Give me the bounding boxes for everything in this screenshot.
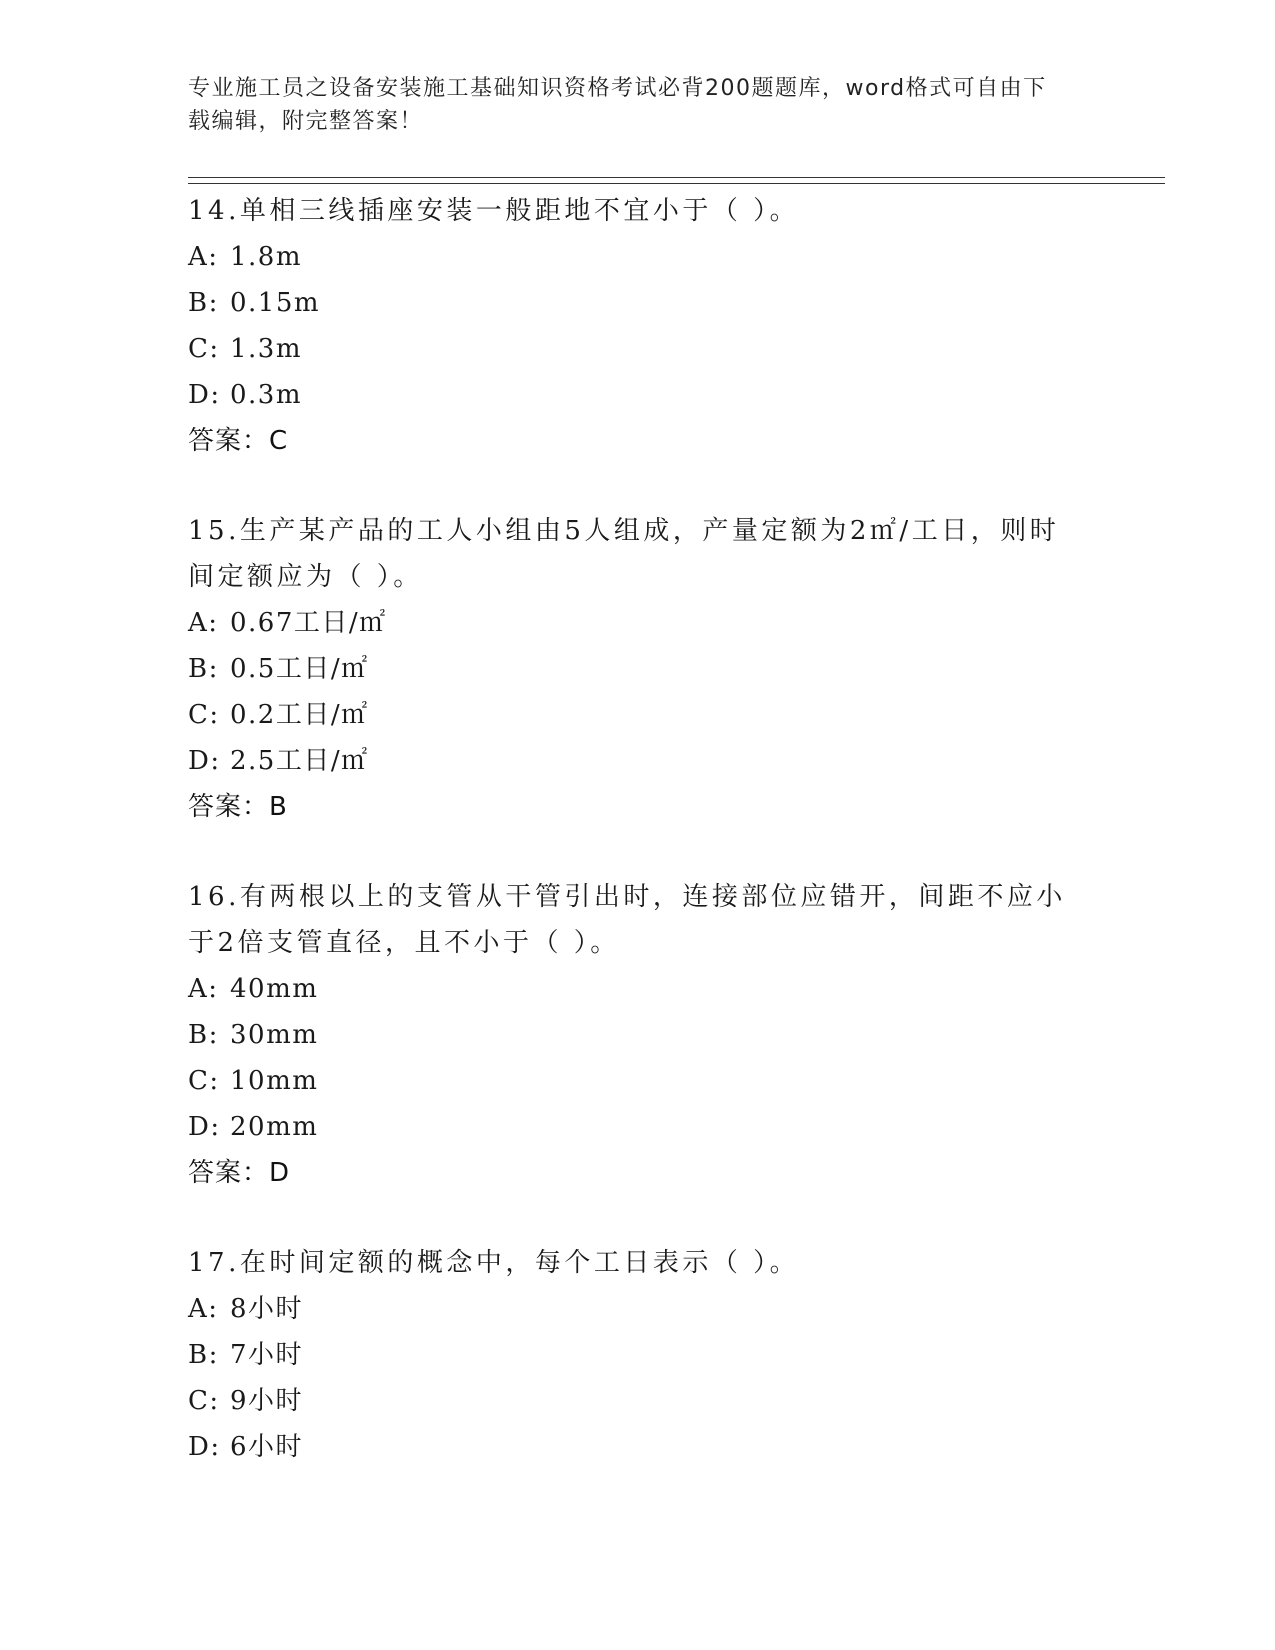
option-key: B: [188, 288, 219, 318]
option-key: A: [188, 608, 219, 638]
question-item [188, 1240, 1088, 1470]
option-text: 30mm [230, 1020, 319, 1050]
option-text: 20mm [230, 1112, 319, 1142]
option-key: B: [188, 1340, 219, 1370]
option-text: 0.15m [230, 288, 321, 318]
question-item [188, 508, 1088, 830]
answer-line: 答案：C [188, 426, 289, 456]
option-d [188, 1424, 1088, 1470]
question-stem: 16.有两根以上的支管从干管引出时，连接部位应错开，间距不应小于2倍支管直径，且不小于（ ）。 [188, 882, 1066, 958]
header-divider-top [188, 177, 1165, 178]
option-c [188, 1378, 1088, 1424]
option-key: C: [188, 1066, 220, 1096]
option-c [188, 692, 1088, 738]
option-text: 0.67工日/㎡ [230, 608, 387, 638]
option-text: 40mm [230, 974, 319, 1004]
option-key: B: [188, 654, 219, 684]
option-b [188, 1332, 1088, 1378]
option-text: 6小时 [230, 1432, 304, 1462]
option-key: D: [188, 746, 221, 776]
option-text: 1.8m [230, 242, 303, 272]
option-text: 0.2工日/㎡ [230, 700, 369, 730]
option-d [188, 738, 1088, 784]
document-header: 专业施工员之设备安装施工基础知识资格考试必背200题题库，word格式可自由下载编辑，附完整答案！ [188, 76, 1047, 134]
option-c [188, 1058, 1088, 1104]
option-text: 2.5工日/㎡ [230, 746, 369, 776]
option-key: B: [188, 1020, 219, 1050]
option-a [188, 966, 1088, 1012]
option-text: 0.5工日/㎡ [230, 654, 369, 684]
question-item [188, 188, 1088, 464]
question-list [188, 188, 1088, 1470]
question-stem: 17.在时间定额的概念中，每个工日表示（ ）。 [188, 1248, 800, 1278]
option-b [188, 1012, 1088, 1058]
option-key: D: [188, 380, 221, 410]
option-text: 10mm [230, 1066, 319, 1096]
option-c [188, 326, 1088, 372]
option-key: C: [188, 1386, 220, 1416]
option-a [188, 234, 1088, 280]
option-a [188, 1286, 1088, 1332]
question-item [188, 874, 1088, 1196]
option-b [188, 646, 1088, 692]
option-key: C: [188, 700, 220, 730]
option-key: A: [188, 974, 219, 1004]
option-text: 1.3m [230, 334, 303, 364]
option-text: 0.3m [230, 380, 303, 410]
option-a [188, 600, 1088, 646]
header-divider-bottom [188, 183, 1165, 184]
option-key: A: [188, 242, 219, 272]
option-key: C: [188, 334, 220, 364]
option-b [188, 280, 1088, 326]
option-text: 9小时 [230, 1386, 304, 1416]
option-text: 7小时 [230, 1340, 304, 1370]
option-d [188, 372, 1088, 418]
option-key: A: [188, 1294, 219, 1324]
option-key: D: [188, 1432, 221, 1462]
option-d [188, 1104, 1088, 1150]
option-text: 8小时 [230, 1294, 304, 1324]
question-stem: 15.生产某产品的工人小组由5人组成，产量定额为2㎡/工日，则时间定额应为（ ）。 [188, 516, 1060, 592]
answer-line: 答案：D [188, 1158, 291, 1188]
answer-line: 答案：B [188, 792, 288, 822]
option-key: D: [188, 1112, 221, 1142]
question-stem: 14.单相三线插座安装一般距地不宜小于（ ）。 [188, 196, 800, 226]
